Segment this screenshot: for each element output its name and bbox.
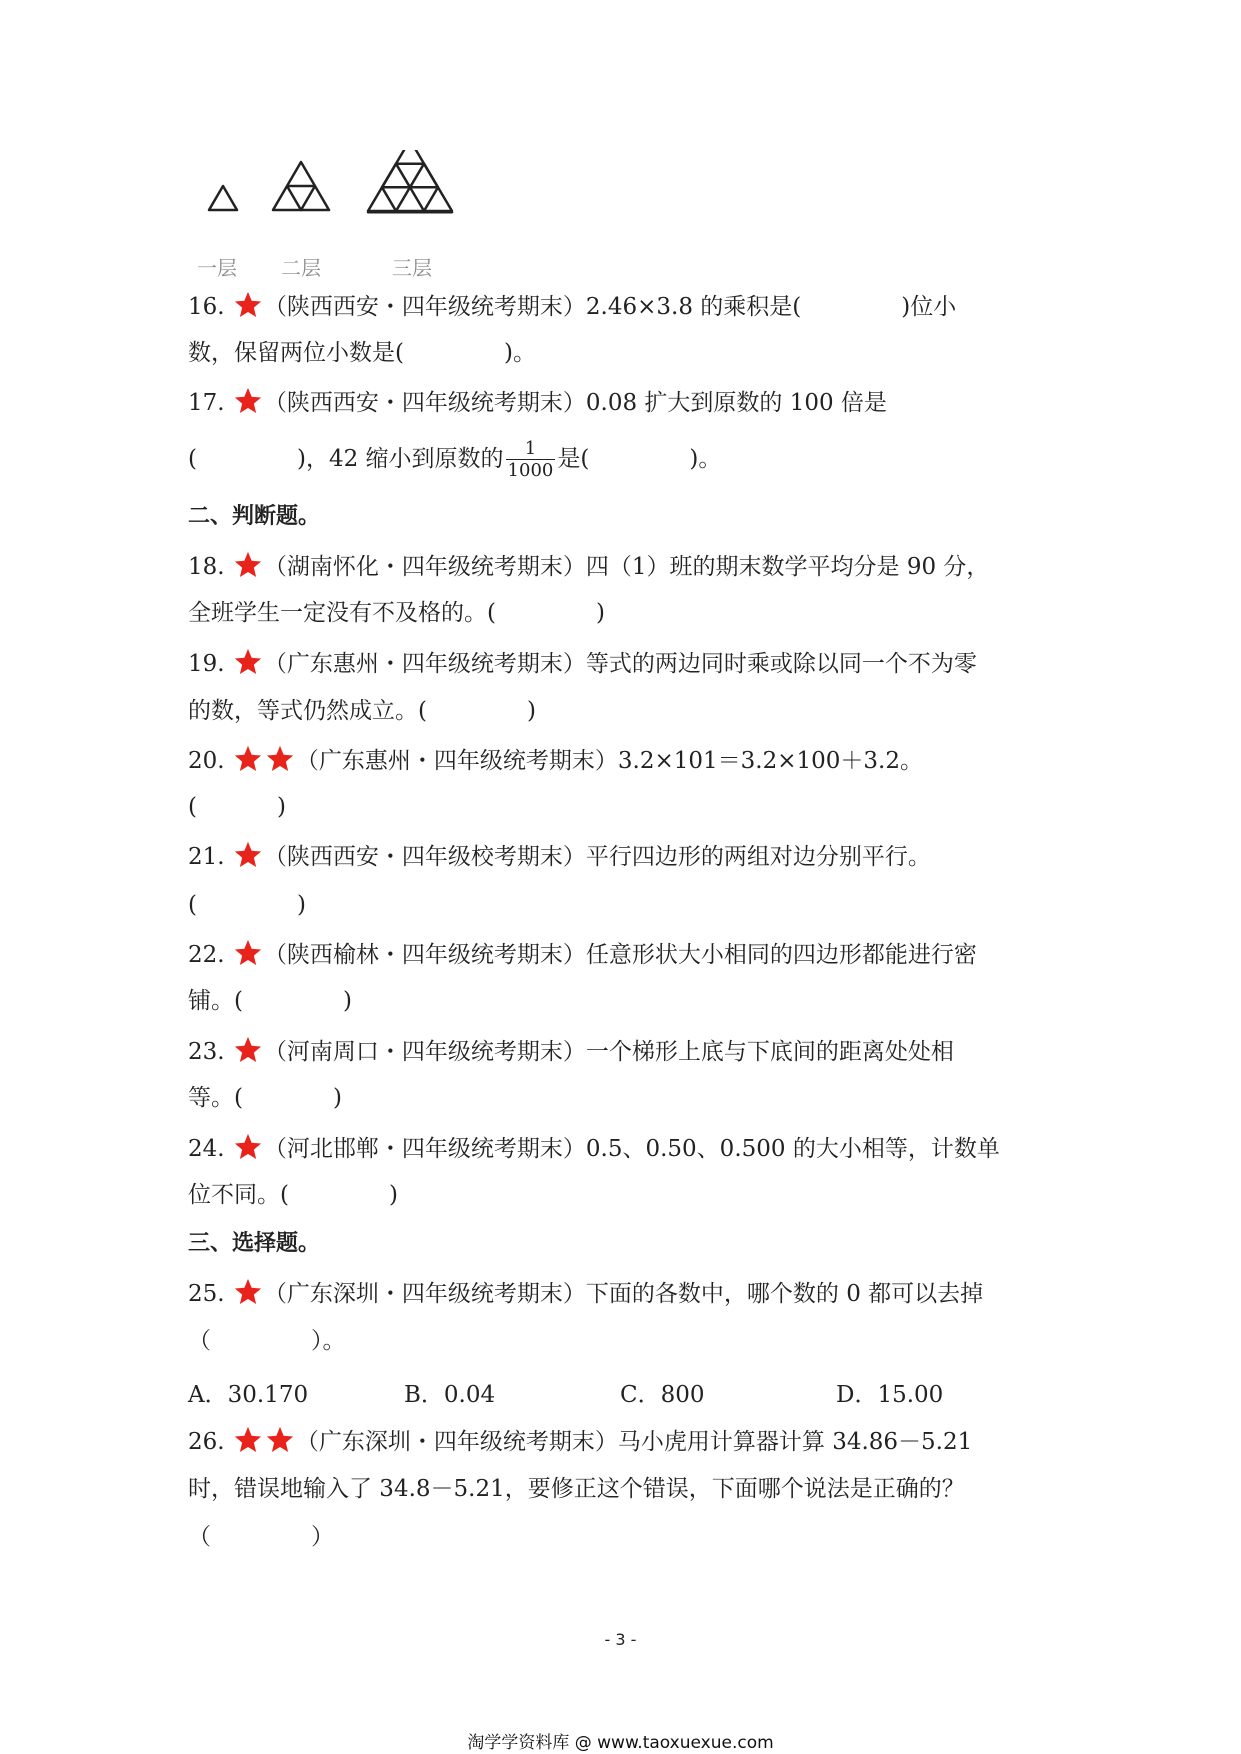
question-text: 0.5、0.50、0.500 的大小相等，计数单 [585,1136,1000,1162]
difficulty-star-icon [233,1277,263,1307]
figure-label-layer-2: 二层 [281,256,321,280]
question-text: 位不同。( [188,1182,289,1208]
question-18-line-1 [188,550,989,582]
question-source: （陕西榆林・四年级统考期末） [263,942,586,968]
question-number: 24. [188,1136,225,1162]
question-number: 16. [188,294,225,320]
question-number: 17. [188,390,225,416]
question-source: （广东惠州・四年级统考期末） [263,651,586,677]
question-text: 的数，等式仍然成立。( [188,698,427,724]
difficulty-star-icon [233,290,263,320]
difficulty-star-icon [233,1035,263,1065]
choice-a[interactable]: A．30.170 [188,1382,309,1408]
question-number: 18. [188,554,225,580]
question-19-line-1 [188,647,977,679]
question-text: ) [332,1085,342,1111]
question-text: ）。 [311,1328,346,1354]
question-text: ) [388,1182,398,1208]
figure-label-layer-1: 一层 [197,256,237,280]
question-text: ) [595,600,605,626]
question-25-line-2 [188,1326,346,1356]
question-18-line-2 [188,598,605,628]
question-text: 数，保留两位小数是( [188,340,404,366]
question-17-line-1 [188,386,887,418]
question-text: ) [342,988,352,1014]
difficulty-star-icon [233,386,263,416]
question-number: 19. [188,651,225,677]
question-text: 马小虎用计算器计算 34.86－5.21 [617,1429,973,1455]
question-text: )，42 缩小到原数的 [296,446,504,472]
question-text: ( [188,892,197,918]
difficulty-star-icon [265,744,295,774]
question-20-line-2 [188,792,286,822]
difficulty-star-icon [233,1425,263,1455]
question-source: （广东深圳・四年级统考期末） [263,1281,586,1307]
question-26-line-1 [188,1425,972,1457]
question-text: 3.2×101＝3.2×100＋3.2。 [617,748,923,774]
difficulty-star-icon [265,1425,295,1455]
question-22-line-2 [188,986,352,1016]
question-source: （河南周口・四年级统考期末） [263,1039,586,1065]
question-number: 25. [188,1281,225,1307]
question-17-line-2 [188,437,721,482]
question-number: 26. [188,1429,225,1455]
question-text: ） [311,1524,334,1550]
difficulty-star-icon [233,938,263,968]
question-text: ) [526,698,536,724]
question-text: 铺。( [188,988,243,1014]
question-source: （湖南怀化・四年级统考期末） [263,554,586,580]
question-text: 0.08 扩大到原数的 100 倍是 [585,390,887,416]
question-text: 任意形状大小相同的四边形都能进行密 [585,942,977,968]
question-16-line-1 [188,290,956,322]
difficulty-star-icon [233,550,263,580]
fraction-denominator: 1000 [507,459,554,481]
question-text: 2.46×3.8 的乘积是( [585,294,802,320]
question-number: 22. [188,942,225,968]
fraction-numerator: 1 [506,439,556,460]
question-source: （广东深圳・四年级统考期末） [295,1429,618,1455]
question-text: ) [276,794,286,820]
question-24-line-1 [188,1132,1000,1164]
question-text: 全班学生一定没有不及格的。( [188,600,496,626]
question-text: ( [188,446,197,472]
question-21-line-1 [188,840,931,872]
question-23-line-1 [188,1035,954,1067]
question-text: 等。( [188,1085,243,1111]
question-text: 平行四边形的两组对边分别平行。 [585,844,931,870]
question-text: ( [188,794,197,820]
question-text: （ [188,1328,211,1354]
question-21-line-2 [188,890,306,920]
fraction-one-thousandth [506,439,556,482]
question-text: ) [296,892,306,918]
question-source: （河北邯郸・四年级统考期末） [263,1136,586,1162]
question-text: 是( [557,446,590,472]
footer-watermark: 淘学学资料库 @ www.taoxuexue.com [467,1733,774,1753]
question-20-line-1 [188,744,923,776]
question-number: 21. [188,844,225,870]
question-number: 20. [188,748,225,774]
figure-label-layer-3: 三层 [392,256,432,280]
question-26-line-3 [188,1522,334,1552]
question-text: （ [188,1524,211,1550]
choice-c[interactable]: C．800 [620,1382,705,1408]
question-22-line-1 [188,938,977,970]
question-text: 等式的两边同时乘或除以同一个不为零 [585,651,977,677]
triangle-layer-three [195,150,525,250]
triangle-layers-figure [195,150,525,280]
question-23-line-2 [188,1083,342,1113]
question-text: 四（1）班的期末数学平均分是 90 分， [585,554,990,580]
question-number: 23. [188,1039,225,1065]
difficulty-star-icon [233,647,263,677]
difficulty-star-icon [233,1132,263,1162]
question-text: 下面的各数中，哪个数的 0 都可以去掉 [585,1281,984,1307]
question-16-line-2 [188,338,536,368]
question-25-line-1 [188,1277,983,1309]
question-24-line-2 [188,1180,398,1210]
section-heading-choice: 三、选择题。 [188,1231,321,1256]
question-text: )。 [689,446,722,472]
question-source: （陕西西安・四年级统考期末） [263,390,586,416]
question-text: 一个梯形上底与下底间的距离处处相 [585,1039,954,1065]
question-19-line-2 [188,696,536,726]
question-source: （陕西西安・四年级校考期末） [263,844,586,870]
question-text: )位小 [901,294,957,320]
question-source: （广东惠州・四年级统考期末） [295,748,618,774]
page-number: - 3 - [604,1630,637,1649]
question-source: （陕西西安・四年级统考期末） [263,294,586,320]
question-text: )。 [503,340,536,366]
section-heading-judge: 二、判断题。 [188,504,321,529]
difficulty-star-icon [233,840,263,870]
choice-b[interactable]: B．0.04 [404,1382,496,1408]
question-26-line-2: 时，错误地输入了 34.8－5.21，要修正这个错误，下面哪个说法是正确的？ [188,1476,965,1502]
choice-d[interactable]: D．15.00 [836,1382,944,1408]
difficulty-star-icon [233,744,263,774]
